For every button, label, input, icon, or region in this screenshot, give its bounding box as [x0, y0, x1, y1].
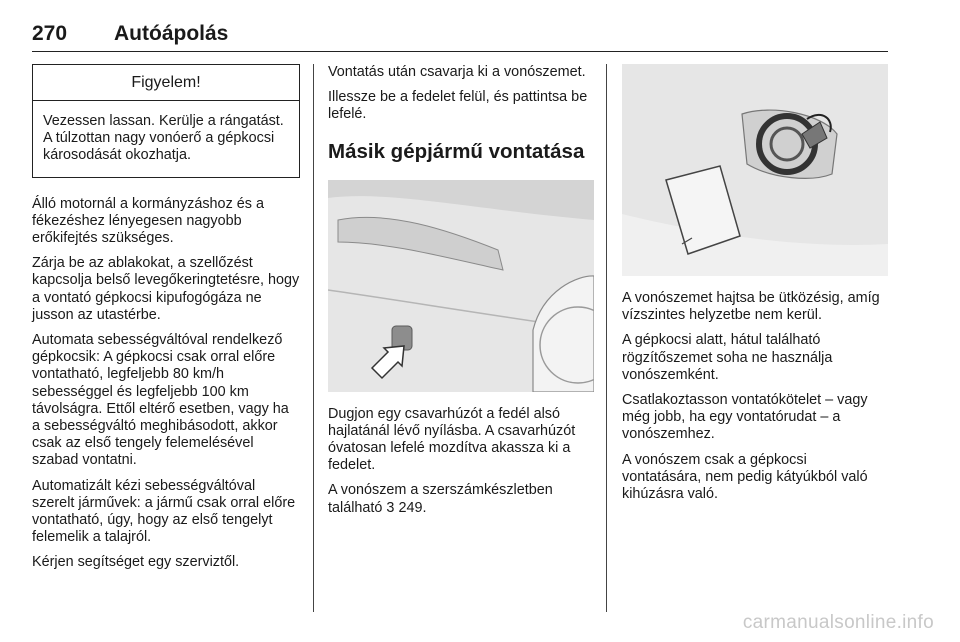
paragraph: Illessze be a fedelet felül, és pattintsa be lefelé.	[328, 89, 588, 123]
paragraph: Vontatás után csavarja ki a vonószemet.	[328, 64, 586, 80]
rear-bumper-drawing	[328, 180, 594, 392]
warning-title: Figyelem!	[33, 65, 299, 101]
paragraph: Álló motornál a kormányzáshoz és a fékezéshez lényegesen nagyobb erőkifejtés szükséges.	[32, 195, 264, 247]
column-divider	[606, 64, 607, 612]
section-title: Autóápolás	[114, 22, 229, 45]
paragraph: Zárja be az ablakokat, a szellőzést kapcsolja belső levegőkeringtetésre, hogy a vontató gépkocsi kipufogógáza ne jusson az utastérbe.	[32, 255, 300, 323]
column-left	[32, 64, 300, 580]
page-header	[32, 22, 888, 52]
column-divider	[313, 64, 314, 612]
paragraph: A vonószemet hajtsa be ütközésig, amíg vízszintes helyzetbe nem kerül.	[622, 290, 880, 324]
paragraph	[328, 482, 594, 516]
warning-text: Vezessen lassan. Kerülje a rángatást. A túlzottan nagy vonóerő a gépkocsi károsodását okozhatja.	[43, 113, 284, 164]
page-reference-arrow: 3	[386, 499, 395, 516]
paragraph: Csatlakoztasson vontatókötelet – vagy még jobb, ha egy vontatórudat – a vonószemhez.	[622, 392, 868, 443]
paragraph-text: A vonószem a szerszámkészletben található	[328, 482, 553, 516]
column-right	[622, 64, 888, 511]
paragraph: Kérjen segítséget egy szerviztől.	[32, 554, 240, 571]
section-heading: Másik gépjármű vontatása	[328, 139, 585, 163]
paragraph: Automatizált kézi sebességváltóval szerelt járművek: a jármű csak orral előre vontatható, úgy, hogy az első tengelyt felemelik a talajról.	[32, 477, 296, 546]
towing-eye-illustration	[622, 64, 888, 276]
page-number: 270	[32, 22, 68, 45]
warning-box	[32, 64, 300, 178]
column-middle	[328, 64, 594, 525]
paragraph: A vonószem csak a gépkocsi vontatására, nem pedig kátyúkból való kihúzásra való.	[622, 451, 868, 503]
towing-eye-drawing	[622, 64, 888, 276]
paragraph: A gépkocsi alatt, hátul található rögzítőszemet soha ne használja vonószemként.	[622, 332, 833, 383]
warning-body	[33, 101, 299, 177]
rear-bumper-illustration	[328, 180, 594, 392]
watermark: carmanualsonline.info	[742, 612, 934, 633]
paragraph: Dugjon egy csavarhúzót a fedél alsó hajlatánál lévő nyílásba. A csavarhúzót óvatosan lefelé mozdítva akassza ki a fedelet.	[328, 405, 576, 474]
page-reference: 249.	[398, 499, 427, 516]
paragraph: Automata sebességváltóval rendelkező gépkocsik: A gépkocsi csak orral előre vontatható, legfeljebb 80 km/h sebességgel és legfeljebb 100 km távolságra. Ettől eltérő esetben, vagy ha a sebességváltó meghibásodott, akkor csak az első tengely felemelésével szabad vontatni.	[32, 332, 289, 469]
